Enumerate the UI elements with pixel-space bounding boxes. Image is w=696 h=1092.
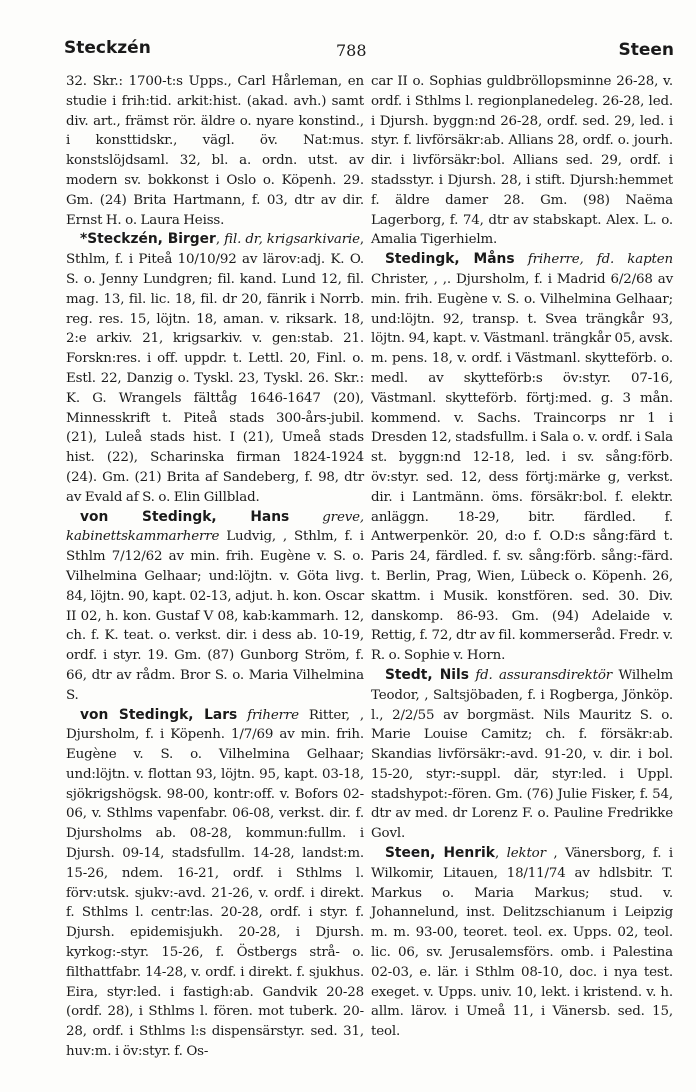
- entry-continuation: [66, 72, 364, 230]
- entry-text: Sthlm, f. i Piteå 10/10/92 av lärov:adj. K. O. S. o. Jenny Lundgren; fil. kand. Lund 12, fil. mag. 13, fil. lic. 18, fil. dr 20, fänrik i Norrb. reg. res. 15, löjtn. 18, aman. v. riksark. 18, 2:e arkiv. 21, krigsarkiv. v. gen:stab. 21. Forskn:res. i off. uppdr. t. Lettl. 20, Finl. o. Estl. 22, Danzig o. Tyskl. 23, Tyskl. 26. Skr.: K. G. Wrangels fälttåg 1646-1647 (20), Minnesskrift t. Piteå stads 300-års-jubil. (21), Luleå stads hist. I (21), Umeå stads hist. (22), Scharinska firman 1824-1924 (24). Gm. (21) Brita af Sandeberg, f. 98, dtr av Evald af S. o. Elin Gillblad.: [66, 252, 364, 505]
- entry-title: friherre, fd. kapten: [527, 252, 673, 268]
- entry-name: von Stedingk, Lars: [80, 706, 238, 723]
- entry-steckzen-birger: *Steckzén, Birger, fil. dr, krigsarkivarie, Sthlm, f. i Piteå 10/10/92 av lärov:adj. K. O. S. o. Jenny Lundgren; fil. kand. Lund 12, fil. mag. 13, fil. lic. 18, fil. dr 20, fänrik i Norrb. reg. res. 15, löjtn. 18, aman. v. riksark. 18, 2:e arkiv. 21, krigsarkiv. v. gen:stab. 21. Forskn:res. i off. uppdr. t. Lettl. 20, Finl. o. Estl. 22, Danzig o. Tyskl. 23, Tyskl. 26. Skr.: K. G. Wrangels fälttåg 1646-1647 (20), Minnesskrift t. Piteå stads 300-års-jubil. (21), Luleå stads hist. I (21), Umeå stads hist. (22), Scharinska firman 1824-1924 (24). Gm. (21) Brita af Sandeberg, f. 98, dtr av Evald af S. o. Elin Gillblad.: [66, 231, 364, 505]
- entry-text: Wilhelm Teodor, , Saltsjöbaden, f. i Rogberga, Jönköp. l., 2/2/55 av borgmäst. Nils Mauritz S. o. Marie Louise Camitz; ch. f. försäkr:ab. Skandias livförsäkr:-avd. 91-20, v. dir. i bol. 15-20, styr:-suppl. där, styr:led. i Uppl. stadshypot:-fören. Gm. (76) Julie Fisker, f. 54, dtr av med. dr Lorenz F. o. Pauline Fredrikke Govl.: [371, 667, 674, 842]
- entry-stedingk-mans: [371, 250, 673, 666]
- entry-text: 32. Skr.: 1700-t:s Upps., Carl Hårleman, en studie i frih:tid. arkit:hist. (akad. avh.) samt div. art., främst rör. äldre o. nyare konstind., i konsttidskr., vägl. öv. Nat:mus. konstslöjdsaml. 32, bl. a. ordn. utst. av modern sv. bokkonst i Oslo o. Köpenh. 29. Gm. (24) Brita Hartmann, f. 03, dtr av dir. Ernst H. o. Laura Heiss.: [66, 74, 364, 228]
- entry-title: fd. assuransdirektör: [475, 667, 613, 683]
- entry-text: Christer, , ,. Djursholm, f. i Madrid 6/2/68 av min. frih. Eugène v. S. o. Vilhelmina Gelhaar; und:löjtn. 92, transp. t. Svea trängkår 93, löjtn. 94, kapt. v. Västmanl. trängkår 05, avsk. m. pens. 18, v. ordf. i Västmanl. skytteförb. o. medl. av skytteförb:s öv:styr. 07-16, Västmanl. skytteförb. förtj:med. g. 3 mån. kommend. v. Sachs. Traincorps nr 1 i Dresden 12, stadsfullm. i Sala o. v. ordf. i Sala st. byggn:nd 12-18, led. i sv. sång:förb. öv:styr. sed. 12, dess förtj:märke g, verkst. dir. i Lantmänn. öms. försäkr:bol. f. elektr. anläggn. 18-29, bitr. färdled. f. Antwerpenkör. 20, d:o f. O.D:s sång:färd t. Paris 24, färdled. f. sv. sång:förb. sång:-färd. t. Berlin, Prag, Wien, Lübeck o. Köpenh. 26, skattm. i Musik. konstfören. sed. 30. Div. danskomp. 86-93. Gm. (94) Adelaide v. Rettig, f. 72, dtr av fil. kommerseråd. Fredr. v. R. o. Sophie v. Horn.: [371, 271, 673, 664]
- entry-text: Ritter, , Djursholm, f. i Köpenh. 1/7/69 av min. frih. Eugène v. S. o. Vilhelmina Gelhaar; und:löjtn. v. flottan 93, löjtn. 95, kapt. 03-18, sjökrigshögsk. 98-00, kontr:off. v. Bofors 02-06, v. Sthlms vapenfabr. 06-08, verkst. dir. f. Djursholms ab. 08-28, kommun:fullm. i Djursh. 09-14, stadsfullm. 14-28, landst:m. 15-26, ndem. 16-21, ordf. i Sthlms l. förv:utsk. sjukv:-avd. 21-26, v. ordf. i direkt. f. Sthlms l. centr:las. 20-28, ordf. i styr. f. Djursh. epidemisjukh. 20-28, i Djursh. kyrkog:-styr. 15-26, f. Östbergs strå- o. filthattfabr. 14-28, v. ordf. i direkt. f. sjukhus. Eira, styr:led. i fastigh:ab. Gandvik 20-28 (ordf. 28), i Sthlms l. fören. mot tuberk. 20-28, ordf. i Sthlms l:s dispensärstyr. sed. 31, huv:m. i öv:styr. f. Os-: [66, 707, 365, 1060]
- entry-stedt-nils: [371, 666, 673, 844]
- entry-stedingk-lars: [66, 706, 364, 1062]
- entry-title: greve, kabinettskammarherre: [66, 509, 365, 545]
- entry-continuation: [371, 72, 673, 250]
- left-column: [66, 72, 364, 1062]
- entry-name: Steen, Henrik: [385, 845, 495, 862]
- entry-steen-henrik: Steen, Henrik, lektor , Vänersborg, f. i Wilkomir, Litauen, 18/11/74 av hdlsbitr. T. Markus o. Maria Markus; stud. v. Johannelund, inst. Delitzschianum i Leipzig m. m. 93-00, teoret. teol. ex. Upps. 02, teol. lic. 06, sv. Jerusalemsförs. omb. i Palestina 02-03, e. lär. i Sthlm 08-10, doc. i nya test. exeget. v. Upps. univ. 10, lekt. i kristend. v. h. allm. lärov. i Umeå 11, i Vänersb. sed. 15, teol.: [371, 845, 674, 1040]
- entry-stedingk-hans: [66, 508, 364, 706]
- entry-title: friherre: [247, 707, 299, 723]
- entry-text: , Vänersborg, f. i Wilkomir, Litauen, 18/11/74 av hdlsbitr. T. Markus o. Maria Markus; stud. v. Johannelund, inst. Delitzschianum i Leipzig m. m. 93-00, teoret. teol. ex. Upps. 02, teol. lic. 06, sv. Jerusalemsförs. omb. i Palestina 02-03, e. lär. i Sthlm 08-10, doc. i nya test. exeget. v. Upps. univ. 10, lekt. i kristend. v. h. allm. lärov. i Umeå 11, i Vänersb. sed. 15, teol.: [371, 846, 674, 1040]
- right-column: [371, 72, 673, 1042]
- entry-text: Ludvig, , Sthlm, f. i Sthlm 7/12/62 av min. frih. Eugène v. S. o. Vilhelmina Gelhaar; und:löjtn. v. Göta livg. 84, löjtn. 90, kapt. 02-13, adjut. h. kon. Oscar II 02, h. kon. Gustaf V 08, kab:kammarh. 12, ch. f. K. teat. o. verkst. dir. i dess ab. 10-19, ordf. i styr. 19. Gm. (87) Gunborg Ström, f. 66, dtr av rådm. Bror S. o. Maria Vilhelmina S.: [66, 529, 365, 703]
- running-head-left: Steckzén: [64, 38, 151, 58]
- page-number: 788: [336, 41, 367, 60]
- running-head-right: Steen: [618, 40, 674, 60]
- entry-name: von Stedingk, Hans: [80, 508, 290, 525]
- entry-name: *Steckzén, Birger: [80, 231, 216, 248]
- entry-title: fil. dr, krigsarkivarie: [224, 232, 360, 248]
- entry-title: lektor: [506, 846, 546, 862]
- entry-name: Stedt, Nils: [385, 666, 469, 683]
- entry-text: car II o. Sophias guldbröllopsminne 26-28, v. ordf. i Sthlms l. regionplanedeleg. 26-28, led. i Djursh. byggn:nd 26-28, ordf. sed. 29, led. i styr. f. livförsäkr:ab. Allians 28, ordf. o. jourh. dir. i livförsäkr:bol. Allians sed. 29, ordf. i stadsstyr. i Djursh. 28, i stift. Djursh:hemmet f. äldre damer 28. Gm. (98) Naëma Lagerborg, f. 74, dtr av stabskapt. Alex. L. o. Amalia Tigerhielm.: [371, 74, 673, 248]
- entry-name: Stedingk, Måns: [385, 251, 515, 268]
- page-header: [64, 36, 674, 66]
